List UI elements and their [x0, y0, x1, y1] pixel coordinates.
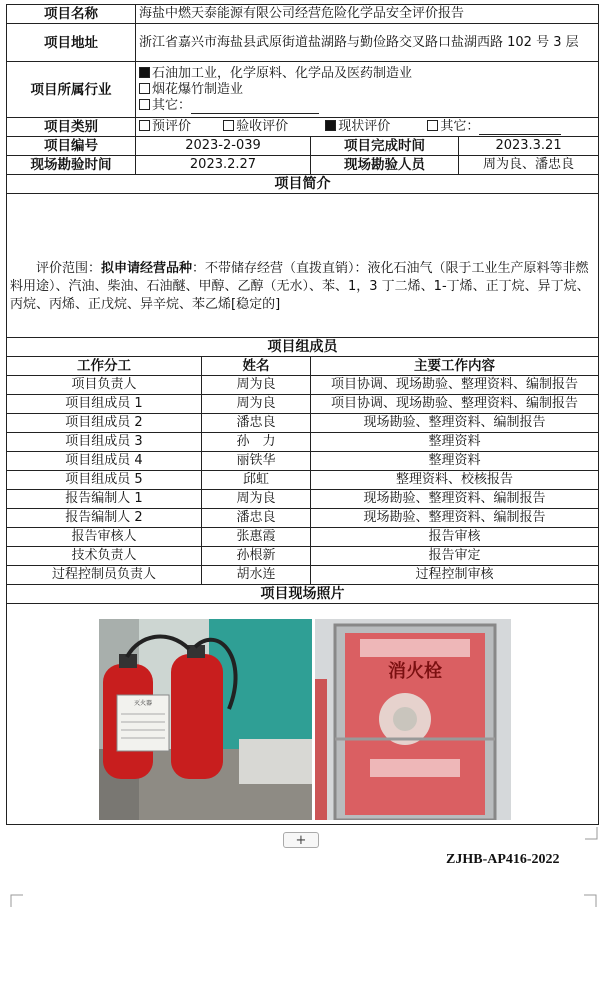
- member-work: 过程控制审核: [311, 566, 599, 585]
- member-work: 项目协调、现场勘验、整理资料、编制报告: [311, 376, 599, 395]
- member-role: 项目组成员 5: [7, 471, 202, 490]
- other-blank-line: [191, 100, 319, 114]
- fire-hydrant-cabinet-illustration: [315, 619, 511, 820]
- member-work: 现场勘验、整理资料、编制报告: [311, 509, 599, 528]
- empty-box-icon: [139, 120, 150, 131]
- member-row: [7, 433, 599, 452]
- member-work: 项目协调、现场勘验、整理资料、编制报告: [311, 395, 599, 414]
- member-role: 技术负责人: [7, 547, 202, 566]
- finish-time-value: 2023.3.21: [459, 137, 599, 156]
- label-project-name: 项目名称: [7, 5, 136, 24]
- survey-staff-value: 周为良、潘忠良: [459, 156, 599, 175]
- checked-box-icon: [325, 120, 336, 131]
- industry-option[interactable]: 石油加工业，化学原料、化学品及医药制造业: [139, 66, 595, 82]
- members-section-title: 项目组成员: [7, 338, 599, 357]
- category-option[interactable]: 验收评价: [223, 119, 321, 135]
- member-row: [7, 566, 599, 585]
- member-work: 报告审核: [311, 528, 599, 547]
- label-survey-time: 现场勘验时间: [7, 156, 136, 175]
- document-code: ZJHB-AP416-2022: [446, 852, 560, 867]
- page-corner-mark-icon: [583, 894, 597, 908]
- empty-box-icon: [427, 120, 438, 131]
- member-work: 整理资料: [311, 433, 599, 452]
- member-work: 现场勘验、整理资料、编制报告: [311, 490, 599, 509]
- member-name: 周为良: [202, 376, 311, 395]
- page-corner-mark-icon: [10, 894, 24, 908]
- member-role: 项目负责人: [7, 376, 202, 395]
- industry-option[interactable]: 烟花爆竹制造业: [139, 82, 595, 98]
- member-role: 项目组成员 3: [7, 433, 202, 452]
- member-role: 过程控制员负责人: [7, 566, 202, 585]
- hydrant-label-text: 消火栓: [388, 661, 442, 682]
- label-finish-time: 项目完成时间: [311, 137, 459, 156]
- member-name: 邱虹: [202, 471, 311, 490]
- member-role: 报告审核人: [7, 528, 202, 547]
- member-name: 孙 力: [202, 433, 311, 452]
- fire-hydrant-cabinet-photo: [315, 619, 511, 820]
- member-row: [7, 528, 599, 547]
- survey-time-value: 2023.2.27: [136, 156, 311, 175]
- photos-section-title: 项目现场照片: [7, 585, 599, 604]
- label-industry: 项目所属行业: [7, 62, 136, 118]
- member-row: [7, 452, 599, 471]
- member-row: [7, 547, 599, 566]
- category-option[interactable]: 现状评价: [325, 119, 423, 135]
- member-row: [7, 509, 599, 528]
- industry-options: [136, 62, 599, 118]
- label-project-code: 项目编号: [7, 137, 136, 156]
- project-name-value: 海盐中燃天泰能源有限公司经营危险化学品安全评价报告: [136, 5, 599, 24]
- project-code-value: 2023-2-039: [136, 137, 311, 156]
- intro-content: [7, 194, 599, 338]
- photos-cell: [7, 604, 599, 825]
- industry-option[interactable]: 其它：: [139, 98, 595, 114]
- members-header-name: 姓名: [202, 357, 311, 376]
- category-options: [136, 118, 599, 137]
- label-project-address: 项目地址: [7, 24, 136, 62]
- member-role: 报告编制人 2: [7, 509, 202, 528]
- checked-box-icon: [139, 67, 150, 78]
- member-role: 项目组成员 2: [7, 414, 202, 433]
- member-row: [7, 395, 599, 414]
- label-category: 项目类别: [7, 118, 136, 137]
- add-row-button[interactable]: +: [283, 832, 319, 848]
- project-info-table: [6, 4, 599, 825]
- member-name: 潘忠良: [202, 414, 311, 433]
- category-option[interactable]: 预评价: [139, 119, 219, 135]
- member-row: [7, 471, 599, 490]
- member-name: 周为良: [202, 395, 311, 414]
- other-blank-line: [479, 121, 561, 135]
- members-header-work: 主要工作内容: [311, 357, 599, 376]
- category-option[interactable]: 其它：: [427, 119, 561, 134]
- member-work: 整理资料: [311, 452, 599, 471]
- fire-extinguisher-illustration: [99, 619, 312, 820]
- member-work: 报告审定: [311, 547, 599, 566]
- member-work: 现场勘验、整理资料、编制报告: [311, 414, 599, 433]
- empty-box-icon: [223, 120, 234, 131]
- member-name: 张惠霞: [202, 528, 311, 547]
- page-corner-mark-icon: [584, 826, 598, 840]
- empty-box-icon: [139, 99, 150, 110]
- label-survey-staff: 现场勘验人员: [311, 156, 459, 175]
- members-rows: [7, 376, 599, 585]
- member-row: [7, 376, 599, 395]
- member-row: [7, 490, 599, 509]
- document-page: [6, 4, 598, 825]
- member-name: 孙根新: [202, 547, 311, 566]
- member-role: 项目组成员 1: [7, 395, 202, 414]
- member-name: 周为良: [202, 490, 311, 509]
- empty-box-icon: [139, 83, 150, 94]
- member-row: [7, 414, 599, 433]
- fire-extinguisher-label-text: 灭火器: [133, 700, 153, 707]
- member-role: 报告编制人 1: [7, 490, 202, 509]
- member-role: 项目组成员 4: [7, 452, 202, 471]
- member-name: 丽铁华: [202, 452, 311, 471]
- members-header-role: 工作分工: [7, 357, 202, 376]
- intro-paragraph: 评价范围：拟申请经营品种：不带储存经营（直拨直销）：液化石油气（限于工业生产原料等非燃料用途）、汽油、柴油、石油醚、甲醇、乙醇（无水）、苯、1，3 丁二烯、1-丁烯、正丁烷、异丁烷、丙烷、丙烯、正戊烷、异辛烷、苯乙烯[稳定的]: [10, 260, 590, 312]
- member-name: 潘忠良: [202, 509, 311, 528]
- member-name: 胡水连: [202, 566, 311, 585]
- fire-extinguisher-photo: [99, 619, 312, 820]
- intro-section-title: 项目简介: [7, 175, 599, 194]
- project-address-value: 浙江省嘉兴市海盐县武原街道盐湖路与勤俭路交叉路口盐湖西路 102 号 3 层: [136, 24, 599, 62]
- member-work: 整理资料、校核报告: [311, 471, 599, 490]
